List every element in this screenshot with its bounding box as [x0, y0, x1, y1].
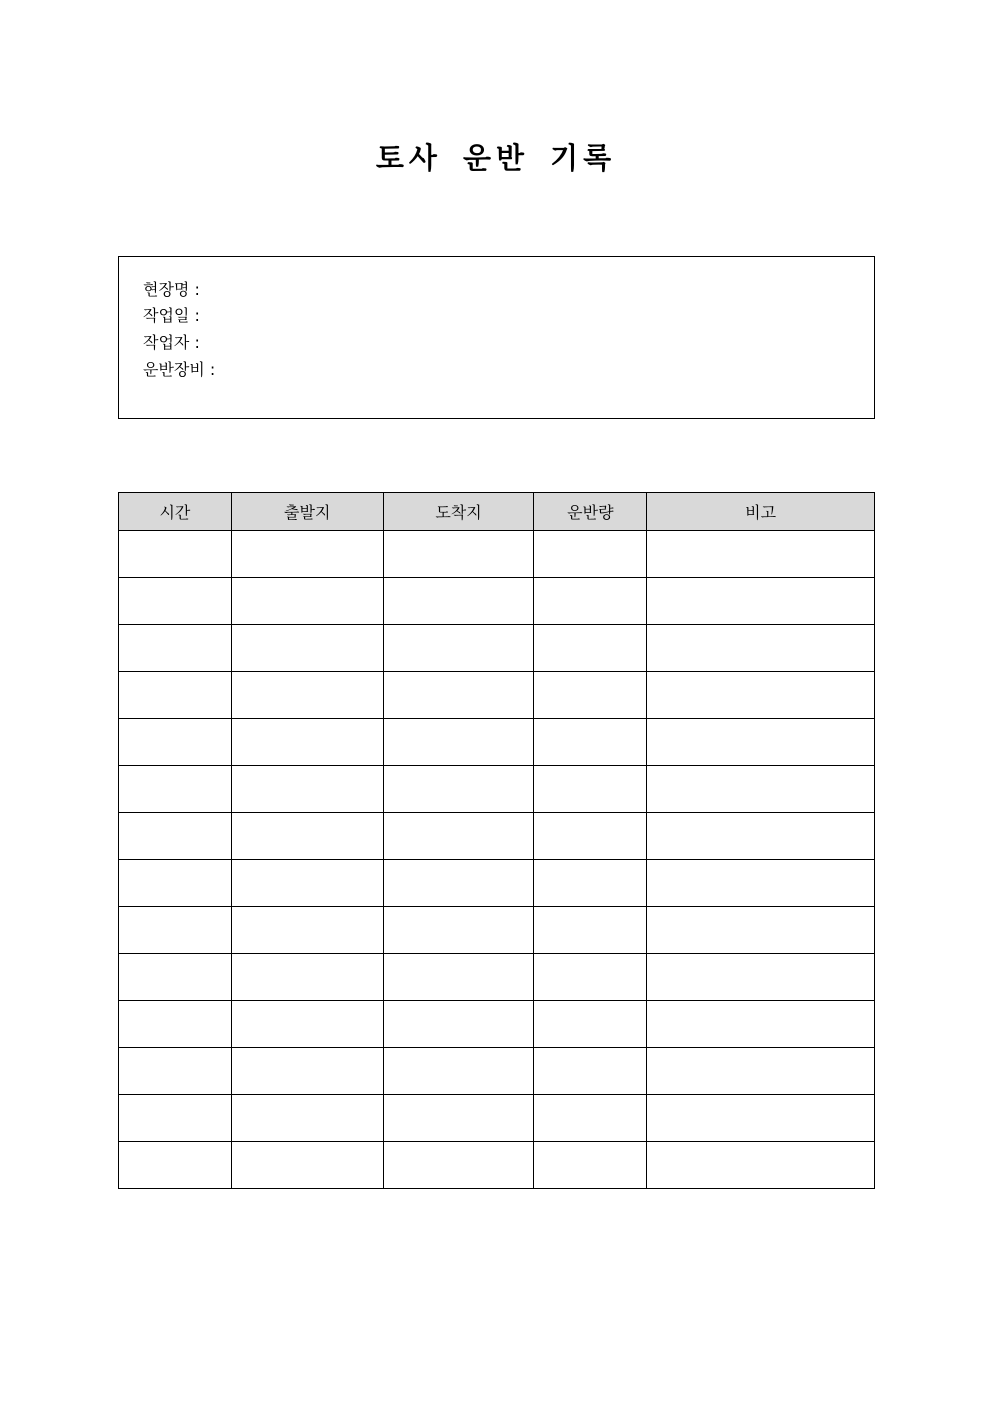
table-cell[interactable]: [534, 531, 647, 578]
table-cell[interactable]: [383, 766, 534, 813]
table-cell[interactable]: [647, 954, 875, 1001]
table-cell[interactable]: [231, 860, 383, 907]
table-cell[interactable]: [119, 860, 232, 907]
table-cell[interactable]: [647, 1095, 875, 1142]
table-cell[interactable]: [119, 719, 232, 766]
equipment-field: 운반장비 :: [143, 360, 216, 379]
table-cell[interactable]: [534, 625, 647, 672]
worker-field: 작업자 :: [143, 333, 200, 352]
table-cell[interactable]: [534, 1048, 647, 1095]
table-cell[interactable]: [383, 1095, 534, 1142]
table-cell[interactable]: [647, 578, 875, 625]
table-cell[interactable]: [231, 1142, 383, 1189]
table-cell[interactable]: [383, 813, 534, 860]
table-cell[interactable]: [231, 907, 383, 954]
table-cell[interactable]: [119, 672, 232, 719]
table-cell[interactable]: [119, 1001, 232, 1048]
table-cell[interactable]: [534, 719, 647, 766]
table-cell[interactable]: [383, 954, 534, 1001]
table-row: [119, 578, 875, 625]
table-cell[interactable]: [383, 672, 534, 719]
table-cell[interactable]: [231, 1095, 383, 1142]
table-cell[interactable]: [647, 625, 875, 672]
column-header: 도착지: [383, 493, 534, 531]
table-cell[interactable]: [119, 766, 232, 813]
table-cell[interactable]: [231, 719, 383, 766]
table-cell[interactable]: [119, 1048, 232, 1095]
table-cell[interactable]: [231, 1001, 383, 1048]
column-header: 운반량: [534, 493, 647, 531]
document-title: 토사 운반 기록: [375, 141, 617, 175]
table-row: [119, 1048, 875, 1095]
info-box: [118, 256, 875, 419]
table-row: [119, 954, 875, 1001]
work-date-field: 작업일 :: [143, 306, 200, 325]
table-cell[interactable]: [647, 860, 875, 907]
table-row: [119, 766, 875, 813]
table-cell[interactable]: [534, 1001, 647, 1048]
table-cell[interactable]: [647, 531, 875, 578]
table-cell[interactable]: [383, 1142, 534, 1189]
table-cell[interactable]: [119, 578, 232, 625]
table-row: [119, 1001, 875, 1048]
table-cell[interactable]: [647, 766, 875, 813]
table-cell[interactable]: [534, 766, 647, 813]
table-cell[interactable]: [231, 672, 383, 719]
table-cell[interactable]: [534, 907, 647, 954]
table-row: [119, 1142, 875, 1189]
table-cell[interactable]: [534, 1142, 647, 1189]
column-header: 출발지: [231, 493, 383, 531]
table-cell[interactable]: [383, 719, 534, 766]
table-cell[interactable]: [119, 954, 232, 1001]
table-cell[interactable]: [383, 860, 534, 907]
table-cell[interactable]: [231, 625, 383, 672]
table-row: [119, 625, 875, 672]
table-cell[interactable]: [647, 672, 875, 719]
table-cell[interactable]: [534, 672, 647, 719]
table-cell[interactable]: [647, 813, 875, 860]
table-cell[interactable]: [231, 1048, 383, 1095]
table-cell[interactable]: [119, 625, 232, 672]
table-row: [119, 813, 875, 860]
table-cell[interactable]: [119, 1142, 232, 1189]
table-cell[interactable]: [383, 578, 534, 625]
table-cell[interactable]: [534, 813, 647, 860]
table-cell[interactable]: [119, 1095, 232, 1142]
table-cell[interactable]: [231, 813, 383, 860]
table-cell[interactable]: [383, 531, 534, 578]
table-cell[interactable]: [119, 813, 232, 860]
table-row: [119, 531, 875, 578]
table-row: [119, 719, 875, 766]
table-cell[interactable]: [534, 1095, 647, 1142]
table-cell[interactable]: [119, 907, 232, 954]
table-cell[interactable]: [231, 954, 383, 1001]
table-row: [119, 907, 875, 954]
table-cell[interactable]: [647, 907, 875, 954]
table-cell[interactable]: [231, 531, 383, 578]
hauling-table: [118, 492, 875, 1189]
table-cell[interactable]: [383, 1001, 534, 1048]
column-header: 시간: [119, 493, 232, 531]
table-header-row: [119, 493, 875, 531]
table-cell[interactable]: [647, 1048, 875, 1095]
table-cell[interactable]: [534, 860, 647, 907]
table-cell[interactable]: [534, 954, 647, 1001]
table-cell[interactable]: [647, 719, 875, 766]
table-cell[interactable]: [231, 578, 383, 625]
table-row: [119, 672, 875, 719]
table-row: [119, 1095, 875, 1142]
table-cell[interactable]: [119, 531, 232, 578]
table-row: [119, 860, 875, 907]
table-cell[interactable]: [534, 578, 647, 625]
table-cell[interactable]: [647, 1001, 875, 1048]
table-cell[interactable]: [647, 1142, 875, 1189]
table-cell[interactable]: [231, 766, 383, 813]
table-cell[interactable]: [383, 625, 534, 672]
table-cell[interactable]: [383, 907, 534, 954]
column-header: 비고: [647, 493, 875, 531]
table-cell[interactable]: [383, 1048, 534, 1095]
site-name-field: 현장명 :: [143, 280, 200, 299]
